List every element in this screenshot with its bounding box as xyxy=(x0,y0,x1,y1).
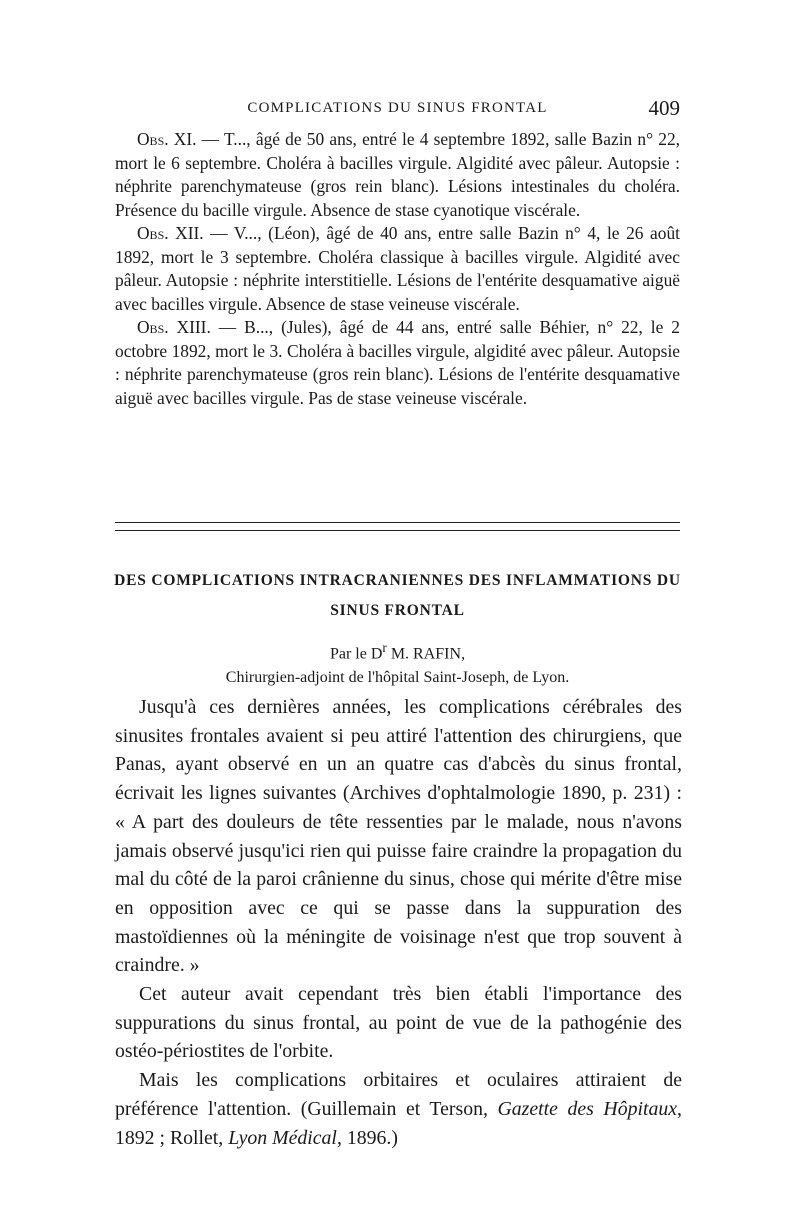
byline-prefix: Par le D xyxy=(329,645,383,663)
observation-text: — V..., (Léon), âgé de 40 ans, entre salle Bazin n° 4, le 26 août 1892, mort le 3 septembre. Choléra classique à bacilles virgule. Algidité avec pâleur. Autopsie : néphrite interstitielle. Lésions de l'entérite desquamative aiguë avec bacilles virgule. Absence de stase veineuse viscérale. xyxy=(115,223,680,314)
observation-text: — T..., âgé de 50 ans, entré le 4 septembre 1892, salle Bazin n° 22, mort le 6 septembre. Choléra à bacilles virgule. Algidité avec pâleur. Autopsie : néphrite parenchymateuse (gros rein blanc). Lésions intestinales du choléra. Présence du bacille virgule. Absence de stase cyanotique viscérale. xyxy=(115,129,680,220)
observation-text: — B..., (Jules), âgé de 44 ans, entré salle Béhier, n° 22, le 2 octobre 1892, mort le 3. Choléra à bacilles virgule, algidité avec pâleur. Autopsie : néphrite parenchymateuse (gros rein blanc). Lésions de l'entérite desquamative aiguë avec bacilles virgule. Pas de stase veineuse viscérale. xyxy=(115,317,680,408)
page-number: 409 xyxy=(648,96,680,120)
body-text-run: , 1896.) xyxy=(336,1126,398,1149)
body-text-run: , 1892 ; Rollet, xyxy=(115,1097,682,1149)
author-line xyxy=(115,636,680,666)
body-text-run: Mais les complications orbitaires et oculaires attiraient de préférence l'attention. (Guillemain et Terson, xyxy=(115,1069,682,1120)
article-body xyxy=(115,693,682,1152)
journal-title: Lyon Médical xyxy=(228,1126,337,1149)
journal-title: Gazette des Hôpitaux xyxy=(497,1097,678,1120)
running-head xyxy=(115,96,680,126)
observation-paragraph xyxy=(115,222,680,316)
observations-section xyxy=(115,128,680,410)
author-affiliation: Chirurgien-adjoint de l'hôpital Saint-Joseph, de Lyon. xyxy=(225,669,570,687)
observation-paragraph xyxy=(115,316,680,410)
running-title: COMPLICATIONS DU SINUS FRONTAL xyxy=(247,100,548,116)
section-divider xyxy=(115,530,680,531)
article-title xyxy=(110,566,685,626)
article-title-line: DES COMPLICATIONS INTRACRANIENNES DES INFLAMMATIONS DU xyxy=(114,572,681,589)
byline xyxy=(115,636,680,690)
body-paragraph xyxy=(115,1066,682,1152)
article-title-line: SINUS FRONTAL xyxy=(330,602,465,619)
section-divider xyxy=(115,522,680,523)
author-name: M. RAFIN, xyxy=(386,645,466,663)
observation-label: Obs. XI. xyxy=(137,129,197,149)
observation-paragraph xyxy=(115,128,680,222)
body-paragraph: Cet auteur avait cependant très bien établi l'importance des suppurations du sinus frontal, au point de vue de la pathogénie des ostéo-périostites de l'orbite. xyxy=(115,983,682,1063)
observation-label: Obs. XIII. xyxy=(137,317,211,337)
observation-label: Obs. XII. xyxy=(137,223,204,243)
byline-superscript: r xyxy=(382,640,387,655)
body-paragraph: Jusqu'à ces dernières années, les complications cérébrales des sinusites frontales avaient si peu attiré l'attention des chirurgiens, que Panas, ayant observé en un an quatre cas d'abcès du sinus frontal, écrivait les lignes suivantes (Archives d'ophtalmologie 1890, p. 231) : « A part des douleurs de tête ressenties par le malade, nous n'avons jamais observé jusqu'ici rien qui puisse faire craindre la propagation du mal du côté de la paroi crânienne du sinus, chose qui mérite d'être mise en opposition avec ce qui se passe dans la suppuration des mastoïdiennes où la méningite de voisinage n'est que trop souvent à craindre. » xyxy=(115,696,682,977)
